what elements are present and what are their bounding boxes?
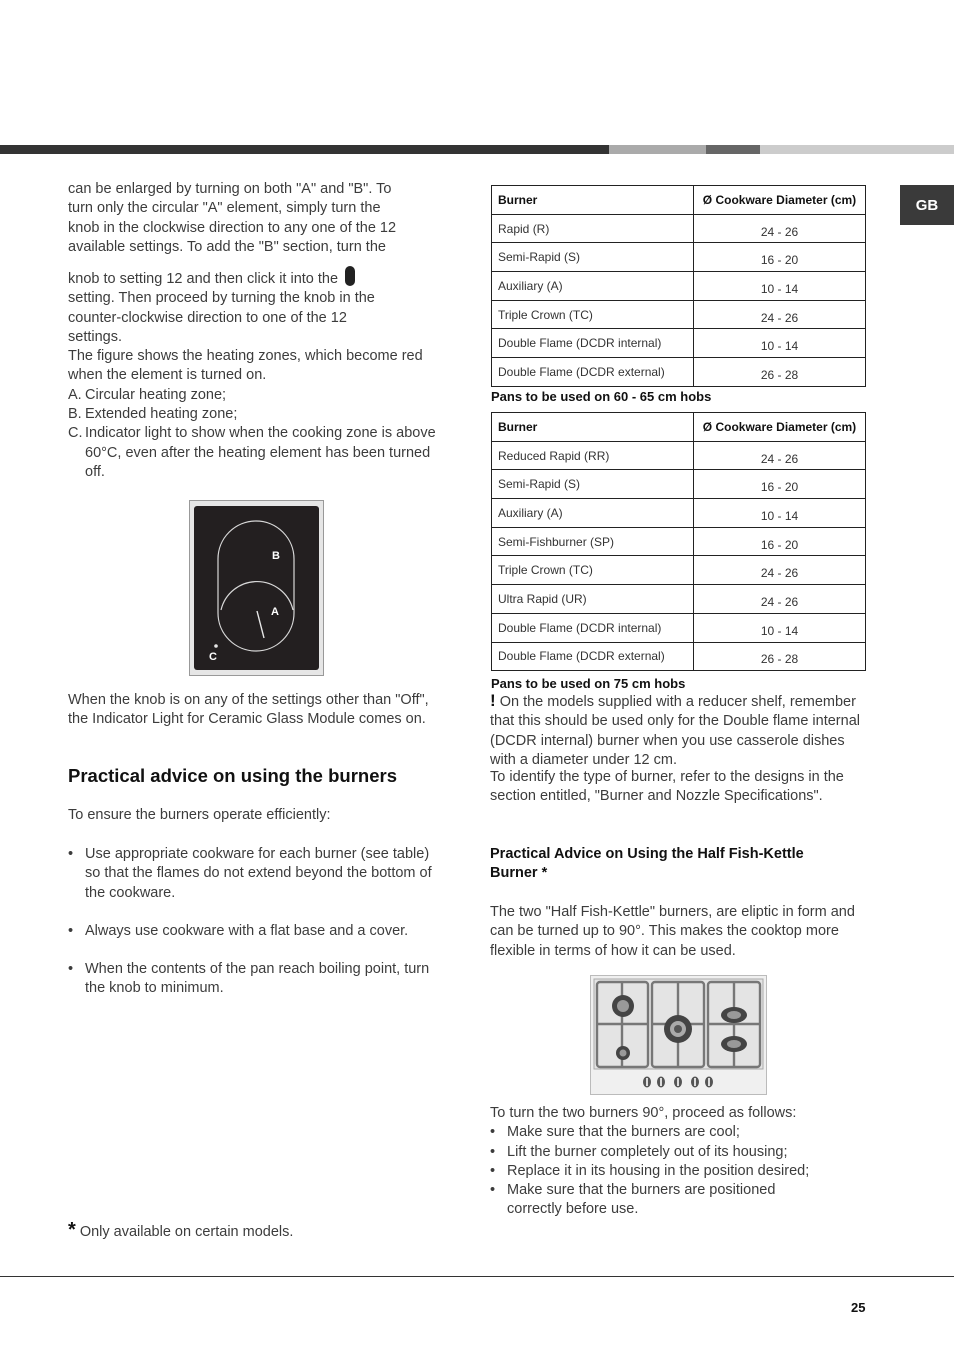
table-row: [492, 470, 866, 499]
header-bar-segment-pale: [760, 145, 954, 154]
knob-paragraph: [68, 266, 440, 482]
zone-label-c: C: [209, 651, 217, 663]
heating-zone-figure: [189, 500, 324, 676]
cooktop-figure: [590, 975, 767, 1095]
zone-marker: B.: [68, 406, 82, 423]
footnote-star: *: [68, 1219, 76, 1241]
warning-text: On the models supplied with a reducer shelf, remember that this should be used only for the Double flame internal (DCDR internal) burner when you use casserole dishes with a diameter under 12 cm.: [490, 694, 860, 768]
fish-kettle-paragraph: The two "Half Fish-Kettle" burners, are eliptic in form and can be turned up to 90°. This makes the cooktop more flexible in terms of how it can be used.: [490, 904, 855, 959]
diameter-value: 10 - 14: [694, 499, 866, 528]
header-burner: Burner: [492, 413, 694, 442]
burner-name: Ultra Rapid (UR): [492, 585, 694, 614]
burner-name: Auxiliary (A): [492, 272, 694, 301]
intro-line: knob in the clockwise direction to any one of the 12: [68, 219, 397, 236]
table-header-row: [492, 186, 866, 215]
bullet-dot: •: [68, 846, 74, 862]
header-burner: Burner: [492, 186, 694, 215]
continue-line: setting. Then proceed by turning the knob in the: [68, 290, 375, 307]
bullet-dot: •: [68, 922, 74, 939]
step-item: [490, 1181, 820, 1220]
header-bar-segment-light: [609, 145, 706, 154]
header-diameter: Ø Cookware Diameter (cm): [694, 186, 866, 215]
turn-intro: To turn the two burners 90°, proceed as follows:: [490, 1105, 797, 1121]
step-item: [490, 1162, 870, 1181]
table-row: [492, 358, 866, 387]
bullet-text: Always use cookware with a flat base and a cover.: [85, 922, 409, 939]
burner-name: Double Flame (DCDR internal): [492, 329, 694, 358]
burner-name: Semi-Rapid (S): [492, 243, 694, 272]
bullet-dot: •: [490, 1162, 496, 1179]
bullet-dot: •: [490, 1143, 496, 1160]
table-row: [492, 613, 866, 642]
table-row: [492, 300, 866, 329]
zone-item: [68, 405, 440, 424]
footnote: [68, 1221, 440, 1242]
step-text: Make sure that the burners are cool;: [507, 1124, 740, 1141]
knob-position-icon: [345, 266, 355, 286]
diameter-value: 24 - 26: [694, 300, 866, 329]
identify-paragraph: To identify the type of burner, refer to the designs in the section entitled, "Burner and Nozzle Specifications".: [490, 769, 844, 805]
diameter-value: 16 - 20: [694, 527, 866, 556]
table-row: [492, 527, 866, 556]
turn-instructions: [490, 1104, 870, 1220]
burner-name: Auxiliary (A): [492, 499, 694, 528]
diameter-value: 16 - 20: [694, 243, 866, 272]
warning-icon: !: [490, 691, 496, 710]
burner-name: Semi-Fishburner (SP): [492, 527, 694, 556]
zone-label-a: A: [271, 606, 279, 618]
table-row: [492, 642, 866, 671]
figure-description: The figure shows the heating zones, which become red when the element is turned on.: [68, 348, 423, 384]
diameter-value: 10 - 14: [694, 329, 866, 358]
intro-paragraph: [68, 180, 440, 257]
bullet-dot: •: [490, 1124, 496, 1141]
table-row: [492, 243, 866, 272]
bullet-dot: •: [490, 1182, 496, 1199]
burner-name: Double Flame (DCDR internal): [492, 613, 694, 642]
zone-text: Extended heating zone;: [85, 406, 238, 423]
intro-line: turn only the circular "A" element, simply turn the: [68, 200, 381, 217]
table-header-row: [492, 413, 866, 442]
zone-label-b: B: [272, 550, 280, 562]
bullet-item: [68, 845, 440, 903]
table-row: [492, 441, 866, 470]
bullet-item: [68, 960, 440, 999]
burner-name: Rapid (R): [492, 214, 694, 243]
burner-name: Double Flame (DCDR external): [492, 642, 694, 671]
continue-line: counter-clockwise direction to one of the 12: [68, 309, 347, 326]
step-item: [490, 1123, 870, 1142]
indicator-paragraph: When the knob is on any of the settings other than "Off", the Indicator Light for Ceramic Glass Module comes on.: [68, 692, 429, 728]
zone-text: Indicator light to show when the cooking zone is above 60°C, even after the heating element has been turned off.: [85, 425, 436, 480]
knob-line-text: knob to setting 12 and then click it into the: [68, 271, 339, 287]
reducer-warning: [490, 691, 870, 770]
diameter-value: 26 - 28: [694, 358, 866, 387]
step-text: Replace it in its housing in the position desired;: [507, 1162, 810, 1179]
bullet-item: [68, 922, 440, 941]
header-bar-segment-dark: [0, 145, 609, 154]
bullet-text: Use appropriate cookware for each burner (see table) so that the flames do not extend beyond the bottom of the cookware.: [85, 846, 432, 901]
header-color-bar: [0, 145, 954, 154]
diameter-value: 24 - 26: [694, 441, 866, 470]
zone-marker: C.: [68, 425, 83, 442]
diameter-value: 26 - 28: [694, 642, 866, 671]
footer-divider: [0, 1276, 954, 1277]
fish-kettle-heading: Practical Advice on Using the Half Fish-Kettle Burner *: [490, 846, 804, 882]
burner-table-60-65: [491, 185, 866, 387]
language-tab: GB: [900, 185, 954, 225]
diameter-value: 24 - 26: [694, 214, 866, 243]
table-row: [492, 585, 866, 614]
table-row: [492, 214, 866, 243]
table-caption-60-65: Pans to be used on 60 - 65 cm hobs: [491, 389, 712, 404]
burner-name: Double Flame (DCDR external): [492, 358, 694, 387]
table-row: [492, 272, 866, 301]
diameter-value: 24 - 26: [694, 585, 866, 614]
diameter-value: 16 - 20: [694, 470, 866, 499]
zone-item: [68, 386, 440, 405]
table-row: [492, 329, 866, 358]
bullet-dot: •: [68, 961, 74, 978]
step-text: Lift the burner completely out of its housing;: [507, 1143, 788, 1160]
intro-line: can be enlarged by turning on both "A" and "B". To: [68, 181, 392, 197]
zone-item: [68, 424, 440, 482]
header-bar-segment-mid: [706, 145, 760, 154]
burner-name: Triple Crown (TC): [492, 556, 694, 585]
cooktop-diagram: [590, 975, 767, 1095]
diameter-value: 10 - 14: [694, 613, 866, 642]
bullet-text: When the contents of the pan reach boiling point, turn the knob to minimum.: [85, 961, 430, 997]
intro-line: available settings. To add the "B" section, turn the: [68, 238, 386, 255]
section-heading: Practical advice on using the burners: [68, 765, 397, 786]
burner-name: Triple Crown (TC): [492, 300, 694, 329]
step-item: [490, 1143, 870, 1162]
continue-line: settings.: [68, 328, 122, 345]
table-row: [492, 556, 866, 585]
footnote-text: Only available on certain models.: [79, 1224, 294, 1240]
page-number: 25: [851, 1300, 866, 1315]
burner-name: Reduced Rapid (RR): [492, 441, 694, 470]
diameter-value: 10 - 14: [694, 272, 866, 301]
burner-table-75: [491, 412, 866, 671]
table-caption-75: Pans to be used on 75 cm hobs: [491, 676, 686, 691]
diameter-value: 24 - 26: [694, 556, 866, 585]
step-text: Make sure that the burners are positioned correctly before use.: [507, 1182, 776, 1218]
burner-name: Semi-Rapid (S): [492, 470, 694, 499]
knob-line: [68, 266, 440, 289]
table-row: [492, 499, 866, 528]
header-diameter: Ø Cookware Diameter (cm): [694, 413, 866, 442]
zone-text: Circular heating zone;: [85, 386, 227, 403]
bullet-list: [68, 845, 440, 999]
zone-marker: A.: [68, 386, 82, 403]
efficiency-intro: To ensure the burners operate efficiently:: [68, 807, 331, 823]
heating-zone-diagram: [189, 500, 324, 676]
